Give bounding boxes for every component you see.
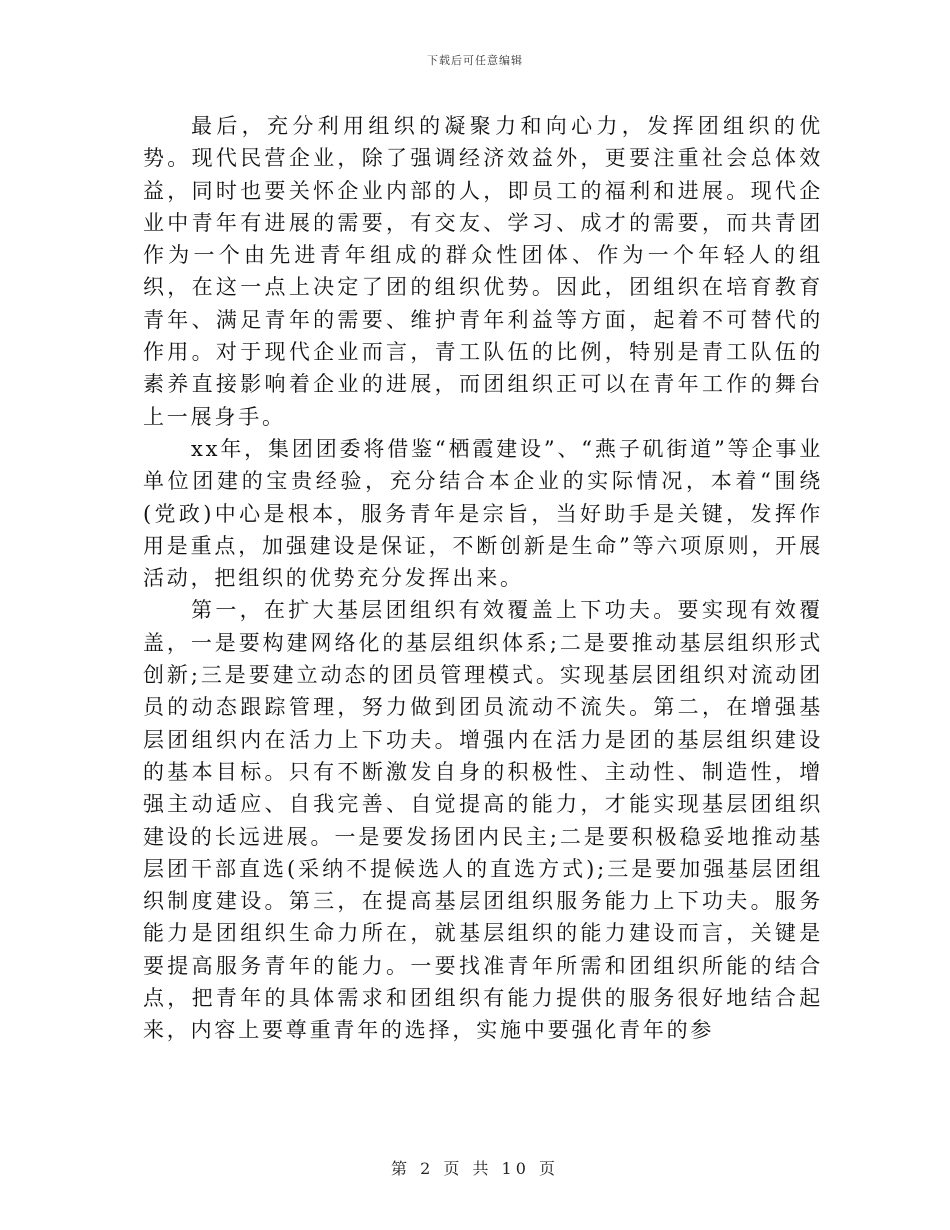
document-body	[143, 110, 823, 1047]
paragraph-3: 第一，在扩大基层团组织有效覆盖上下功夫。要实现有效覆盖，一是要构建网络化的基层组织体系;二是要推动基层组织形式创新;三是要建立动态的团员管理模式。实现基层团组织对流动团员的动态跟踪管理，努力做到团员流动不流失。第二，在增强基层团组织内在活力上下功夫。增强内在活力是团的基层组织建设的基本目标。只有不断激发自身的积极性、主动性、制造性，增强主动适应、自我完善、自觉提高的能力，才能实现基层团组织建设的长远进展。一是要发扬团内民主;二是要积极稳妥地推动基层团干部直选(采纳不提候选人的直选方式);三是要加强基层团组织制度建设。第三，在提高基层团组织服务能力上下功夫。服务能力是团组织生命力所在，就基层组织的能力建设而言，关键是要提高服务青年的能力。一要找准青年所需和团组织所能的结合点，把青年的具体需求和团组织有能力提供的服务很好地结合起来，内容上要尊重青年的选择，实施中要强化青年的参	[143, 598, 823, 1043]
paragraph-1: 最后，充分利用组织的凝聚力和向心力，发挥团组织的优势。现代民营企业，除了强调经济效益外，更要注重社会总体效益，同时也要关怀企业内部的人，即员工的福利和进展。现代企业中青年有进展的需要，有交友、学习、成才的需要，而共青团作为一个由先进青年组成的群众性团体、作为一个年轻人的组织，在这一点上决定了团的组织优势。因此，团组织在培育教育青年、满足青年的需要、维护青年利益等方面，起着不可替代的作用。对于现代企业而言，青工队伍的比例，特别是青工队伍的素养直接影响着企业的进展，而团组织正可以在青年工作的舞台上一展身手。	[143, 114, 823, 429]
page-header: 下载后可任意编辑	[427, 54, 523, 67]
paragraph-2: xx年，集团团委将借鉴“栖霞建设”、“燕子矶街道”等企事业单位团建的宝贵经验，充分结合本企业的实际情况，本着“围绕(党政)中心是根本，服务青年是宗旨，当好助手是关键，发挥作用是重点，加强建设是保证，不断创新是生命”等六项原则，开展活动，把组织的优势充分发挥出来。	[143, 436, 823, 591]
page-number-footer: 第 2 页 共 10 页	[391, 1159, 559, 1178]
